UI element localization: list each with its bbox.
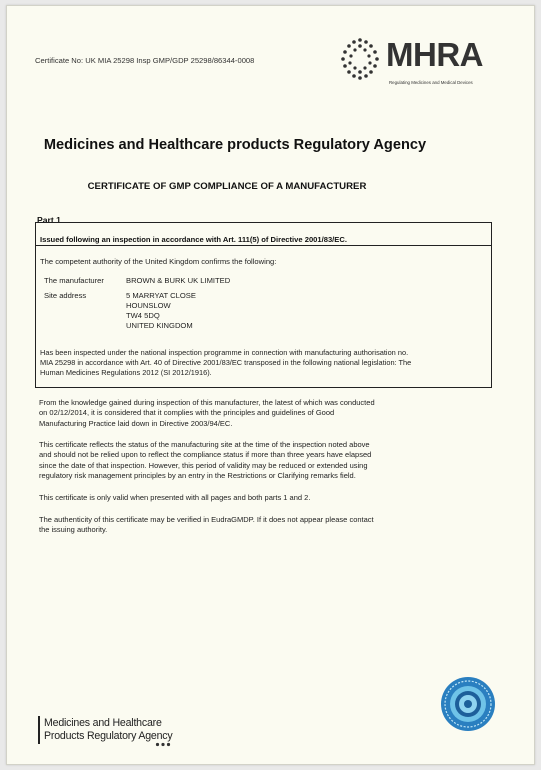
certificate-subtitle: CERTIFICATE OF GMP COMPLIANCE OF A MANUFACTURER (87, 181, 367, 192)
paragraph-line: and should not be relied upon to reflect the compliance status if more than three years have elapsed (39, 450, 372, 460)
paragraph-line: Manufacturing Practice laid down in Directive 2003/94/EC. (39, 418, 233, 428)
issued-statement: Issued following an inspection in accordance with Art. 111(5) of Directive 2001/83/EC. (40, 235, 347, 244)
certificate-number: Certificate No: UK MIA 25298 Insp GMP/GDP 25298/86344-0008 (35, 56, 255, 65)
inspection-line: Has been inspected under the national inspection programme in connection with manufacturing authorisation no. (40, 348, 409, 357)
inspection-line: MIA 25298 in accordance with Art. 40 of Directive 2001/83/EC transposed in the following national legislation: The (40, 358, 412, 368)
paragraph-line: on 02/12/2014, it is considered that it complies with the principles and guidelines of Good (39, 408, 335, 418)
authenticity-paragraph (39, 515, 439, 536)
inspection-line: Human Medicines Regulations 2012 (SI 2012/1916). (40, 368, 212, 378)
site-address-line: TW4 5DQ (126, 311, 160, 320)
paragraph-line: From the knowledge gained during inspection of this manufacturer, the latest of which was conducted (39, 398, 375, 407)
mhra-logo-tagline: Regulating Medicines and Medical Devices (389, 80, 473, 85)
mhra-dots-icon (337, 36, 383, 82)
mhra-logo-text: MHRA (386, 36, 483, 73)
mhra-logo (337, 36, 507, 91)
site-address-label: Site address (44, 291, 87, 300)
hologram-seal-icon (440, 676, 496, 732)
certificate-page (6, 5, 535, 765)
footer-logo-bar (38, 716, 40, 744)
box-divider (36, 245, 491, 246)
footer-dots-icon (155, 742, 173, 747)
footer-logo-line: Products Regulatory Agency (44, 730, 173, 742)
manufacturer-value: BROWN & BURK UK LIMITED (126, 276, 231, 285)
inspection-statement (40, 348, 485, 379)
site-address-line: 5 MARRYAT CLOSE (126, 291, 196, 300)
valid-pages-paragraph (39, 493, 439, 503)
validity-paragraph (39, 440, 439, 482)
part-1-box (35, 222, 492, 388)
site-address-line: UNITED KINGDOM (126, 321, 193, 330)
paragraph-line: regulatory risk management principles by an entry in the Restrictions or Clarifying remarks field. (39, 471, 356, 481)
paragraph-line: This certificate reflects the status of the manufacturing site at the time of the inspection noted above (39, 440, 370, 449)
site-address-line: HOUNSLOW (126, 301, 171, 310)
agency-title: Medicines and Healthcare products Regulatory Agency (43, 137, 427, 153)
footer-logo-line: Medicines and Healthcare (44, 717, 162, 729)
gmp-compliance-paragraph (39, 398, 439, 429)
manufacturer-label: The manufacturer (44, 276, 104, 285)
paragraph-line: The authenticity of this certificate may be verified in EudraGMDP. If it does not appear please contact (39, 515, 374, 524)
competent-authority-text: The competent authority of the United Kingdom confirms the following: (40, 257, 277, 266)
part-1-label: Part 1 (37, 215, 61, 225)
paragraph-line: the issuing authority. (39, 525, 108, 535)
paragraph-line: since the date of that inspection. However, this period of validity may be reduced or extended using (39, 460, 368, 470)
paragraph-line: This certificate is only valid when presented with all pages and both parts 1 and 2. (39, 493, 311, 502)
